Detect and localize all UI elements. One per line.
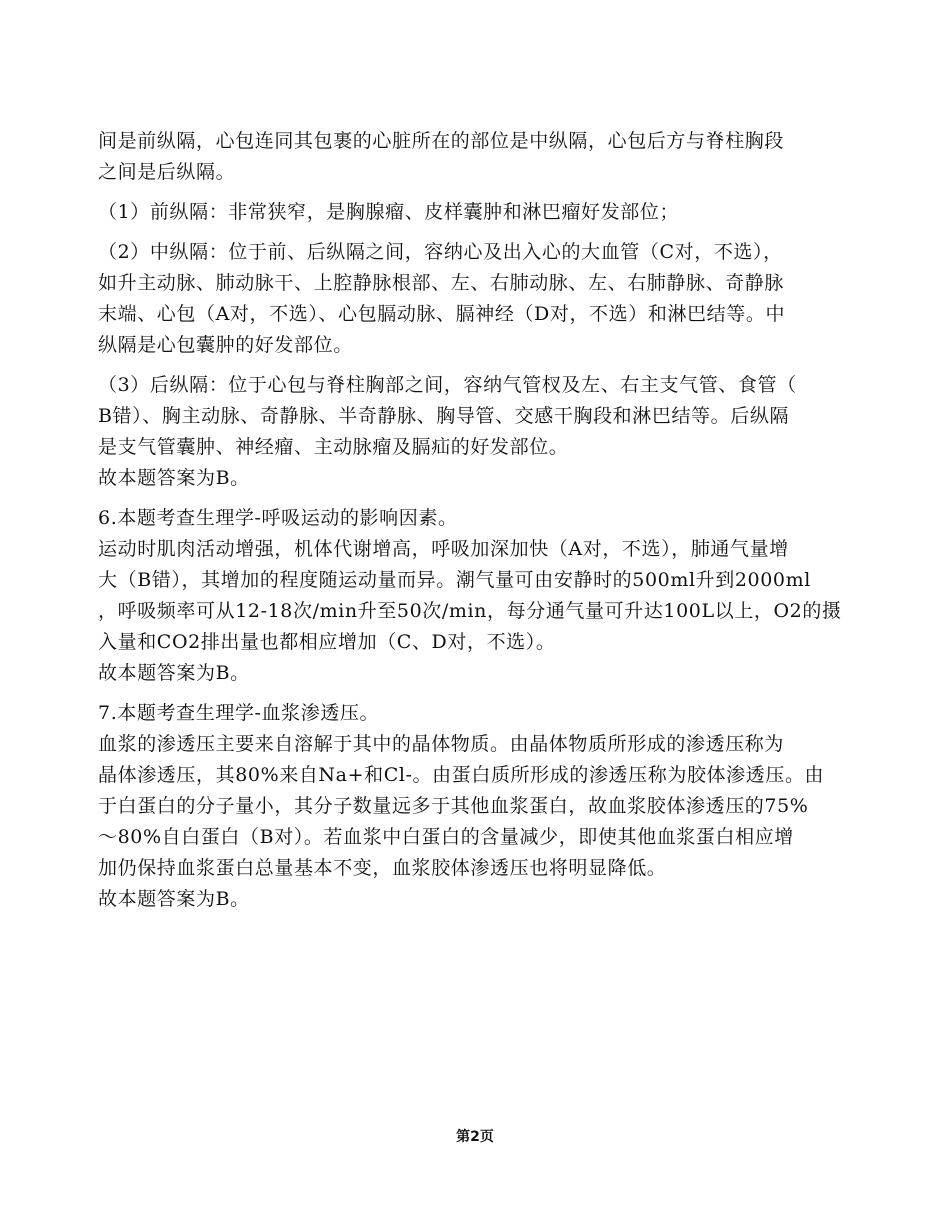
text-line: 之间是后纵隔。 bbox=[98, 161, 236, 183]
text-line: 于白蛋白的分子量小，其分子数量远多于其他血浆蛋白，故血浆胶体渗透压的75% bbox=[98, 795, 809, 817]
text-line: 纵隔是心包囊肿的好发部位。 bbox=[98, 334, 353, 356]
document-body bbox=[98, 126, 868, 915]
question-heading: 7.本题考查生理学-血浆渗透压。 bbox=[98, 702, 380, 724]
text-line: B错）、胸主动脉、奇静脉、半奇静脉、胸导管、交感干胸段和淋巴结等。后纵隔 bbox=[98, 405, 790, 427]
answer-line: 故本题答案为B。 bbox=[98, 467, 250, 489]
text-line: 末端、心包（A对，不选）、心包膈动脉、膈神经（D对，不选）和淋巴结等。中 bbox=[98, 303, 786, 325]
text-line: 入量和CO2排出量也都相应增加（C、D对，不选）。 bbox=[98, 631, 556, 653]
text-line: 是支气管囊肿、神经瘤、主动脉瘤及膈疝的好发部位。 bbox=[98, 436, 569, 458]
answer-line: 故本题答案为B。 bbox=[98, 888, 250, 910]
text-line: 晶体渗透压，其80%来自Na+和Cl-。由蛋白质所形成的渗透压称为胶体渗透压。由 bbox=[98, 764, 825, 786]
page-number: 第2页 bbox=[456, 1129, 494, 1145]
text-line: 运动时肌肉活动增强，机体代谢增高，呼吸加深加快（A对，不选），肺通气量增 bbox=[98, 538, 789, 560]
text-line: （1）前纵隔：非常狭窄，是胸腺瘤、皮样囊肿和淋巴瘤好发部位； bbox=[98, 201, 680, 223]
text-line: 间是前纵隔，心包连同其包裹的心脏所在的部位是中纵隔，心包后方与脊柱胸段 bbox=[98, 130, 785, 152]
text-line: 血浆的渗透压主要来自溶解于其中的晶体物质。由晶体物质所形成的渗透压称为 bbox=[98, 733, 785, 755]
question-heading: 6.本题考查生理学-呼吸运动的影响因素。 bbox=[98, 507, 458, 529]
text-line: 大（B错），其增加的程度随运动量而异。潮气量可由安静时的500ml升到2000ml bbox=[98, 569, 811, 591]
text-line: ～80%自白蛋白（B对）。若血浆中白蛋白的含量减少，即使其他血浆蛋白相应增 bbox=[98, 826, 794, 848]
text-line: （3）后纵隔：位于心包与脊柱胸部之间，容纳气管杈及左、右主支气管、食管（ bbox=[98, 374, 797, 396]
text-line: ，呼吸频率可从12-18次/min升至50次/min，每分通气量可升达100L以上，O2的摄 bbox=[98, 600, 842, 622]
text-line: （2）中纵隔：位于前、后纵隔之间，容纳心及出入心的大血管（C对，不选）， bbox=[98, 241, 783, 263]
text-line: 如升主动脉、肺动脉干、上腔静脉根部、左、右肺动脉、左、右肺静脉、奇静脉 bbox=[98, 272, 785, 294]
text-line: 加仍保持血浆蛋白总量基本不变，血浆胶体渗透压也将明显降低。 bbox=[98, 857, 667, 879]
answer-line: 故本题答案为B。 bbox=[98, 662, 250, 684]
